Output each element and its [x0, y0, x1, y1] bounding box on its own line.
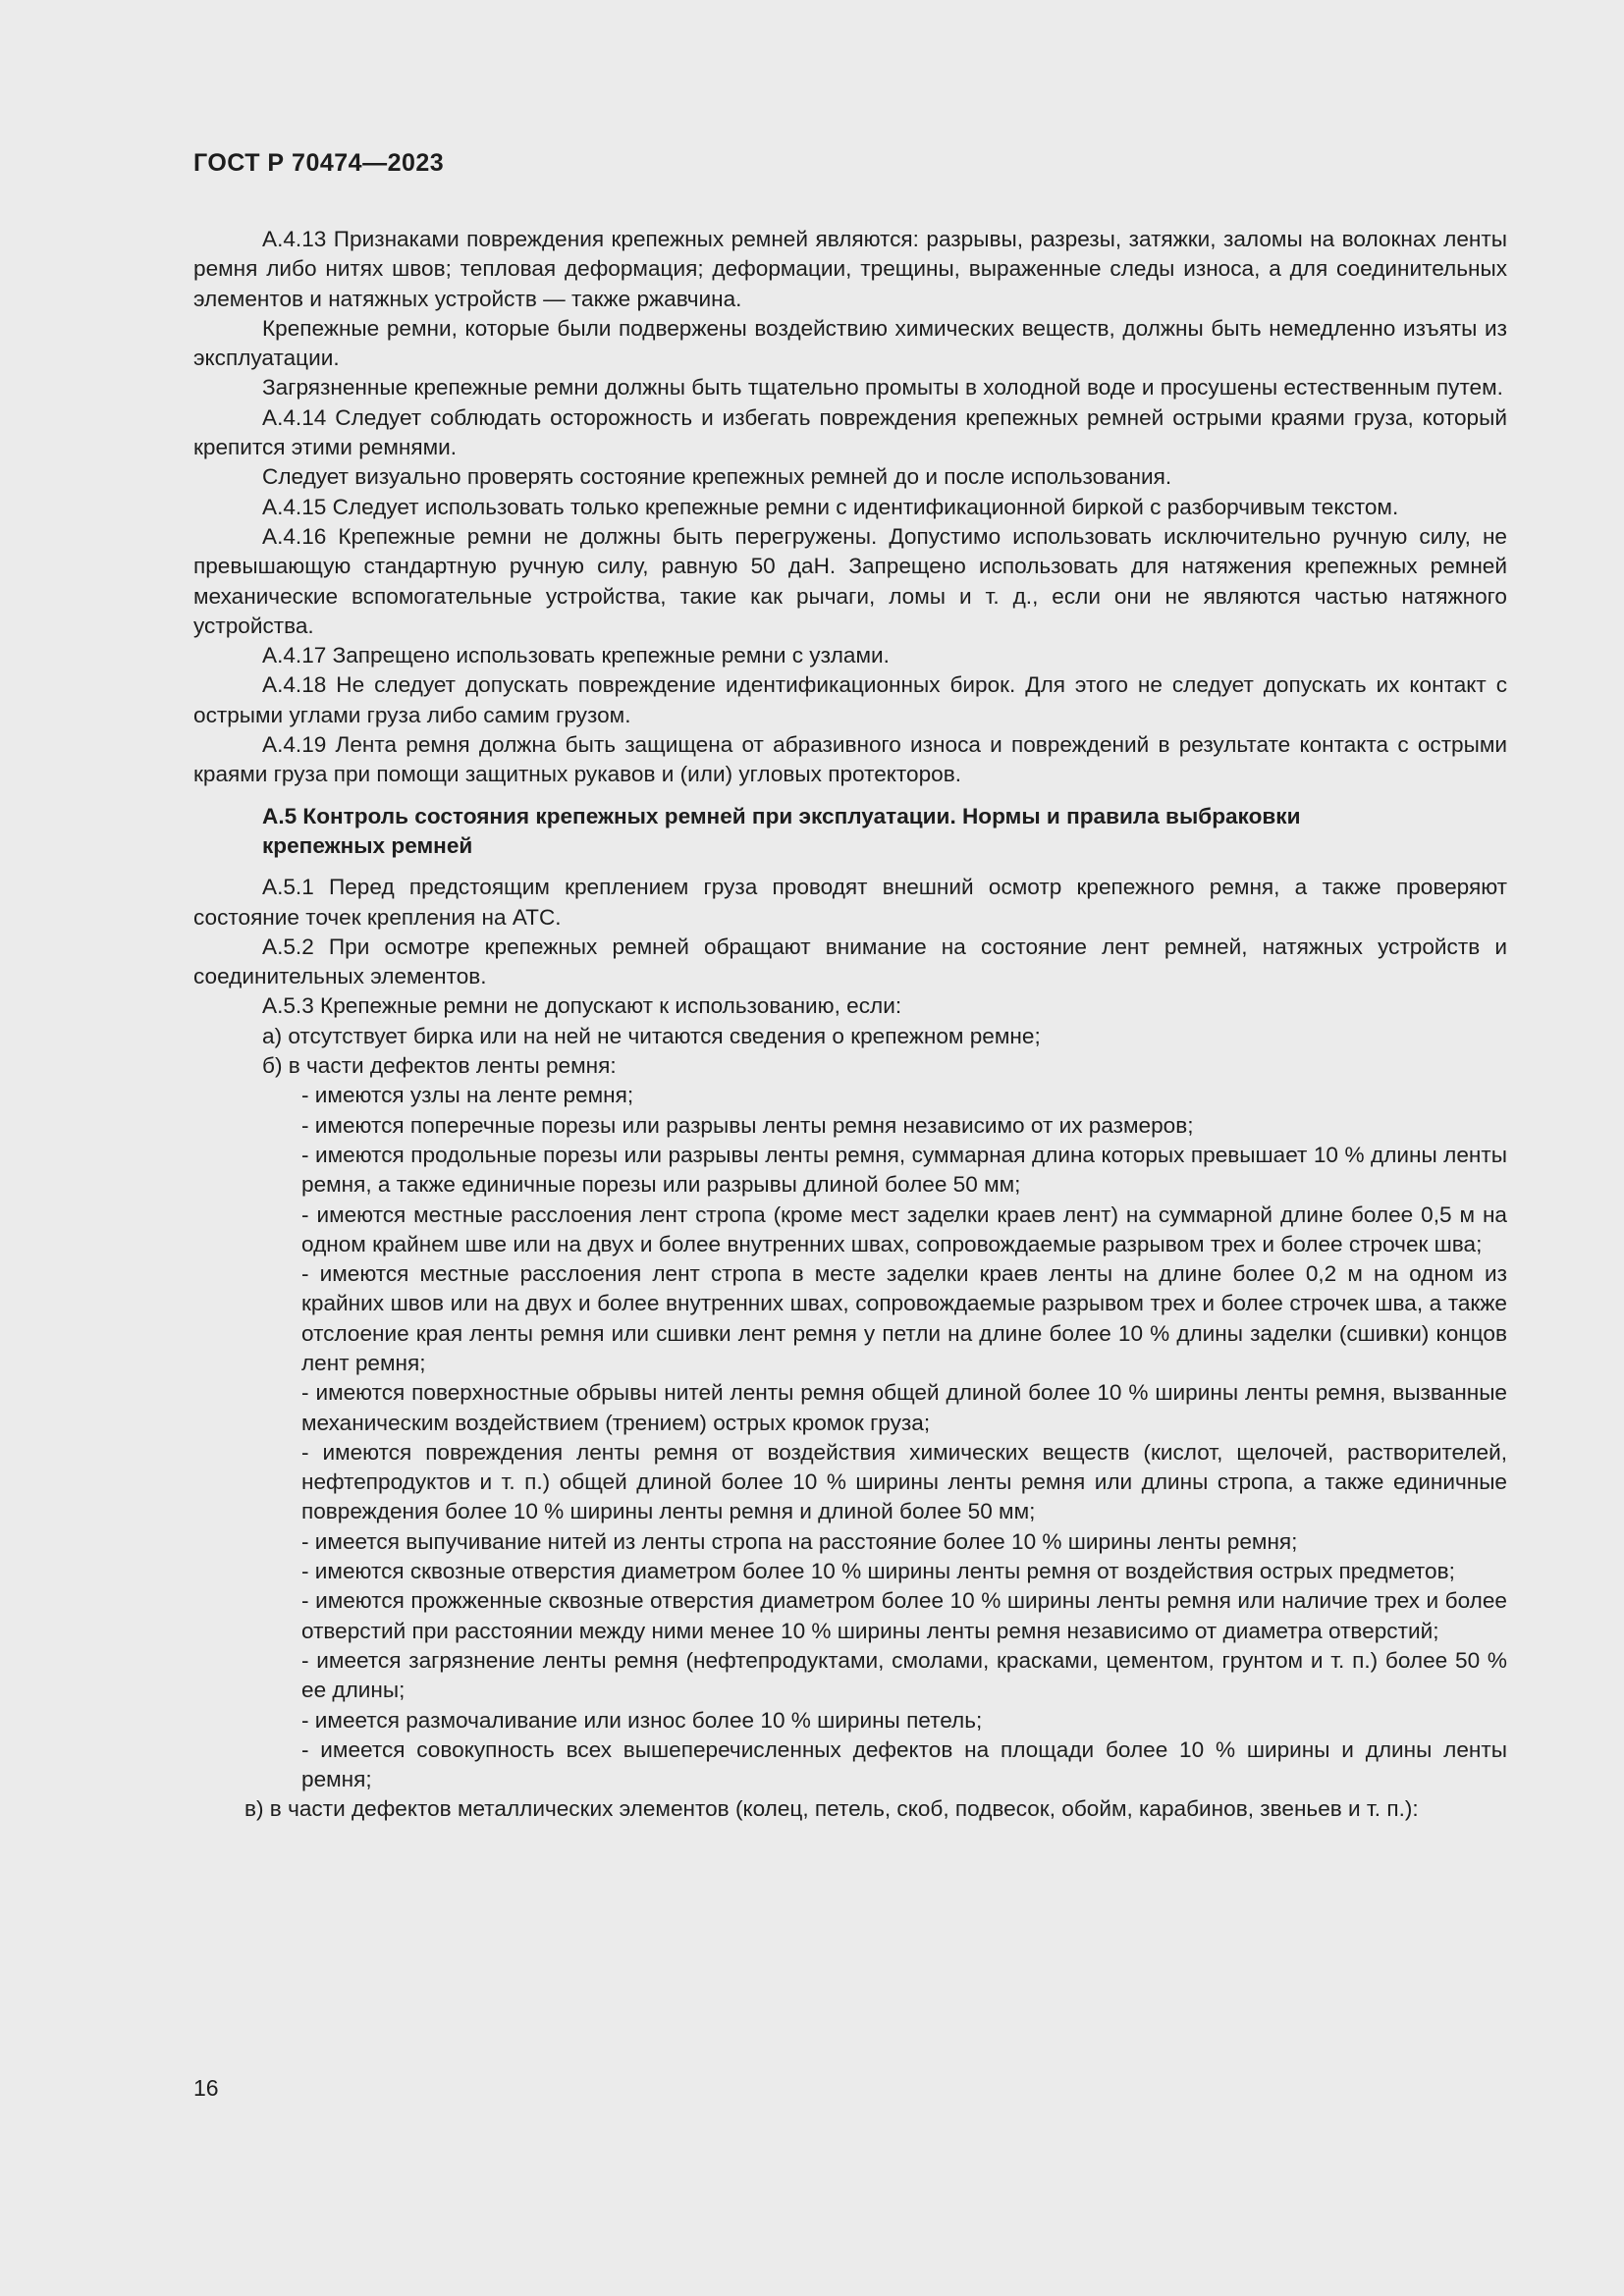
list-item: - имеются местные расслоения лент стропа (кроме мест заделки краев лент) на суммарной длине более 0,5 м на одном крайнем шве или на двух и более внутренних швах, сопровождаемые разрывом трех и более строчек шва; — [301, 1201, 1507, 1256]
section-heading-a5 — [262, 802, 1507, 862]
paragraph-a4-16: А.4.16 Крепежные ремни не должны быть перегружены. Допустимо использовать исключительно ручную силу, не превышающую стандартную ручную силу, равную 50 даН. Запрещено использовать для натяжения крепежных ремней механические вспомогательные устройства, такие как рычаги, ломы и т. д., если они не являются частью натяжного устройства. — [193, 523, 1507, 638]
list-item: - имеются узлы на ленте ремня; — [301, 1083, 634, 1108]
paragraph-a5-1: А.5.1 Перед предстоящим креплением груза проводят внешний осмотр крепежного ремня, а также проверяют состояние точек крепления на АТС. — [193, 875, 1507, 930]
paragraph-item-v: в) в части дефектов металлических элементов (колец, петель, скоб, подвесок, обойм, карабинов, звеньев и т. п.): — [244, 1796, 1419, 1822]
list-item: - имеется совокупность всех вышеперечисленных дефектов на площади более 10 % ширины и длины ленты ремня; — [301, 1736, 1507, 1792]
section-heading-line-2: крепежных ремней — [262, 832, 473, 858]
paragraph-a4-17: А.4.17 Запрещено использовать крепежные ремни с узлами. — [262, 643, 890, 668]
list-item: - имеется загрязнение ленты ремня (нефтепродуктами, смолами, красками, цементом, грунтом и т. п.) более 50 % ее длины; — [301, 1647, 1507, 1703]
paragraph-item-a: а) отсутствует бирка или на ней не читаются сведения о крепежном ремне; — [262, 1023, 1041, 1048]
paragraph-a5-3: А.5.3 Крепежные ремни не допускают к использованию, если: — [262, 993, 902, 1019]
list-item: - имеются сквозные отверстия диаметром более 10 % ширины ленты ремня от воздействия острых предметов; — [301, 1559, 1455, 1584]
paragraph-a4-15: А.4.15 Следует использовать только крепежные ремни с идентификационной биркой с разборчивым текстом. — [262, 494, 1399, 519]
paragraph-a4-14: А.4.14 Следует соблюдать осторожность и избегать повреждения крепежных ремней острыми краями груза, который крепится этими ремнями. — [193, 404, 1507, 460]
list-item: - имеются повреждения ленты ремня от воздействия химических веществ (кислот, щелочей, растворителей, нефтепродуктов и т. п.) общей длиной более 10 % ширины ленты ремня или длины стропа, а также единичные повреждения более 10 % ширины ленты ремня и длиной более 50 мм; — [301, 1439, 1507, 1524]
list-item: - имеется выпучивание нитей из ленты стропа на расстояние более 10 % ширины ленты ремня; — [301, 1528, 1298, 1554]
list-item: - имеются местные расслоения лент стропа в месте заделки краев ленты на длине более 0,2 м на одном из крайних швов или на двух и более внутренних швах, сопровождаемые разрывом трех и более строчек шва, а также отслоение края ленты ремня или сшивки лент ремня у петли на длине более 10 % длины заделки (сшивки) концов лент ремня; — [301, 1261, 1507, 1375]
list-item: - имеется размочаливание или износ более 10 % ширины петель; — [301, 1707, 983, 1733]
paragraph-a4-19: А.4.19 Лента ремня должна быть защищена от абразивного износа и повреждений в результате контакта с острыми краями груза при помощи защитных рукавов и (или) угловых протекторов. — [193, 732, 1507, 787]
paragraph-chemical-exposure: Крепежные ремни, которые были подвержены воздействию химических веществ, должны быть немедленно изъяты из эксплуатации. — [193, 315, 1507, 371]
paragraph-a4-13: А.4.13 Признаками повреждения крепежных ремней являются: разрывы, разрезы, затяжки, заломы на волокнах ленты ремня либо нитях швов; тепловая деформация; деформации, трещины, выраженные следы износа, а для соединительных элементов и натяжных устройств — также ржавчина. — [193, 227, 1507, 311]
list-item: - имеются прожженные сквозные отверстия диаметром более 10 % ширины ленты ремня или наличие трех и более отверстий при расстоянии между ними менее 10 % ширины ленты ремня независимо от диаметра отверстий; — [301, 1588, 1507, 1643]
paragraph-visual-check: Следует визуально проверять состояние крепежных ремней до и после использования. — [262, 464, 1172, 490]
list-item: - имеются поперечные порезы или разрывы ленты ремня независимо от их размеров; — [301, 1112, 1194, 1138]
document-body — [193, 225, 1507, 1825]
paragraph-a5-2: А.5.2 При осмотре крепежных ремней обращают внимание на состояние лент ремней, натяжных устройств и соединительных элементов. — [193, 934, 1507, 989]
paragraph-dirty-straps: Загрязненные крепежные ремни должны быть тщательно промыты в холодной воде и просушены естественным путем. — [262, 375, 1503, 400]
section-heading-line-1: А.5 Контроль состояния крепежных ремней при эксплуатации. Нормы и правила выбраковки — [262, 803, 1301, 828]
document-header-title: ГОСТ Р 70474—2023 — [193, 149, 445, 177]
paragraph-item-b: б) в части дефектов ленты ремня: — [262, 1053, 617, 1079]
paragraph-a4-18: А.4.18 Не следует допускать повреждение идентификационных бирок. Для этого не следует допускать их контакт с острыми углами груза либо самим грузом. — [193, 672, 1507, 727]
page-number: 16 — [193, 2075, 219, 2101]
list-item: - имеются поверхностные обрывы нитей ленты ремня общей длиной более 10 % ширины ленты ремня, вызванные механическим воздействием (трением) острых кромок груза; — [301, 1380, 1507, 1435]
list-item: - имеются продольные порезы или разрывы ленты ремня, суммарная длина которых превышает 10 % длины ленты ремня, а также единичные порезы или разрывы длиной более 50 мм; — [301, 1142, 1507, 1198]
